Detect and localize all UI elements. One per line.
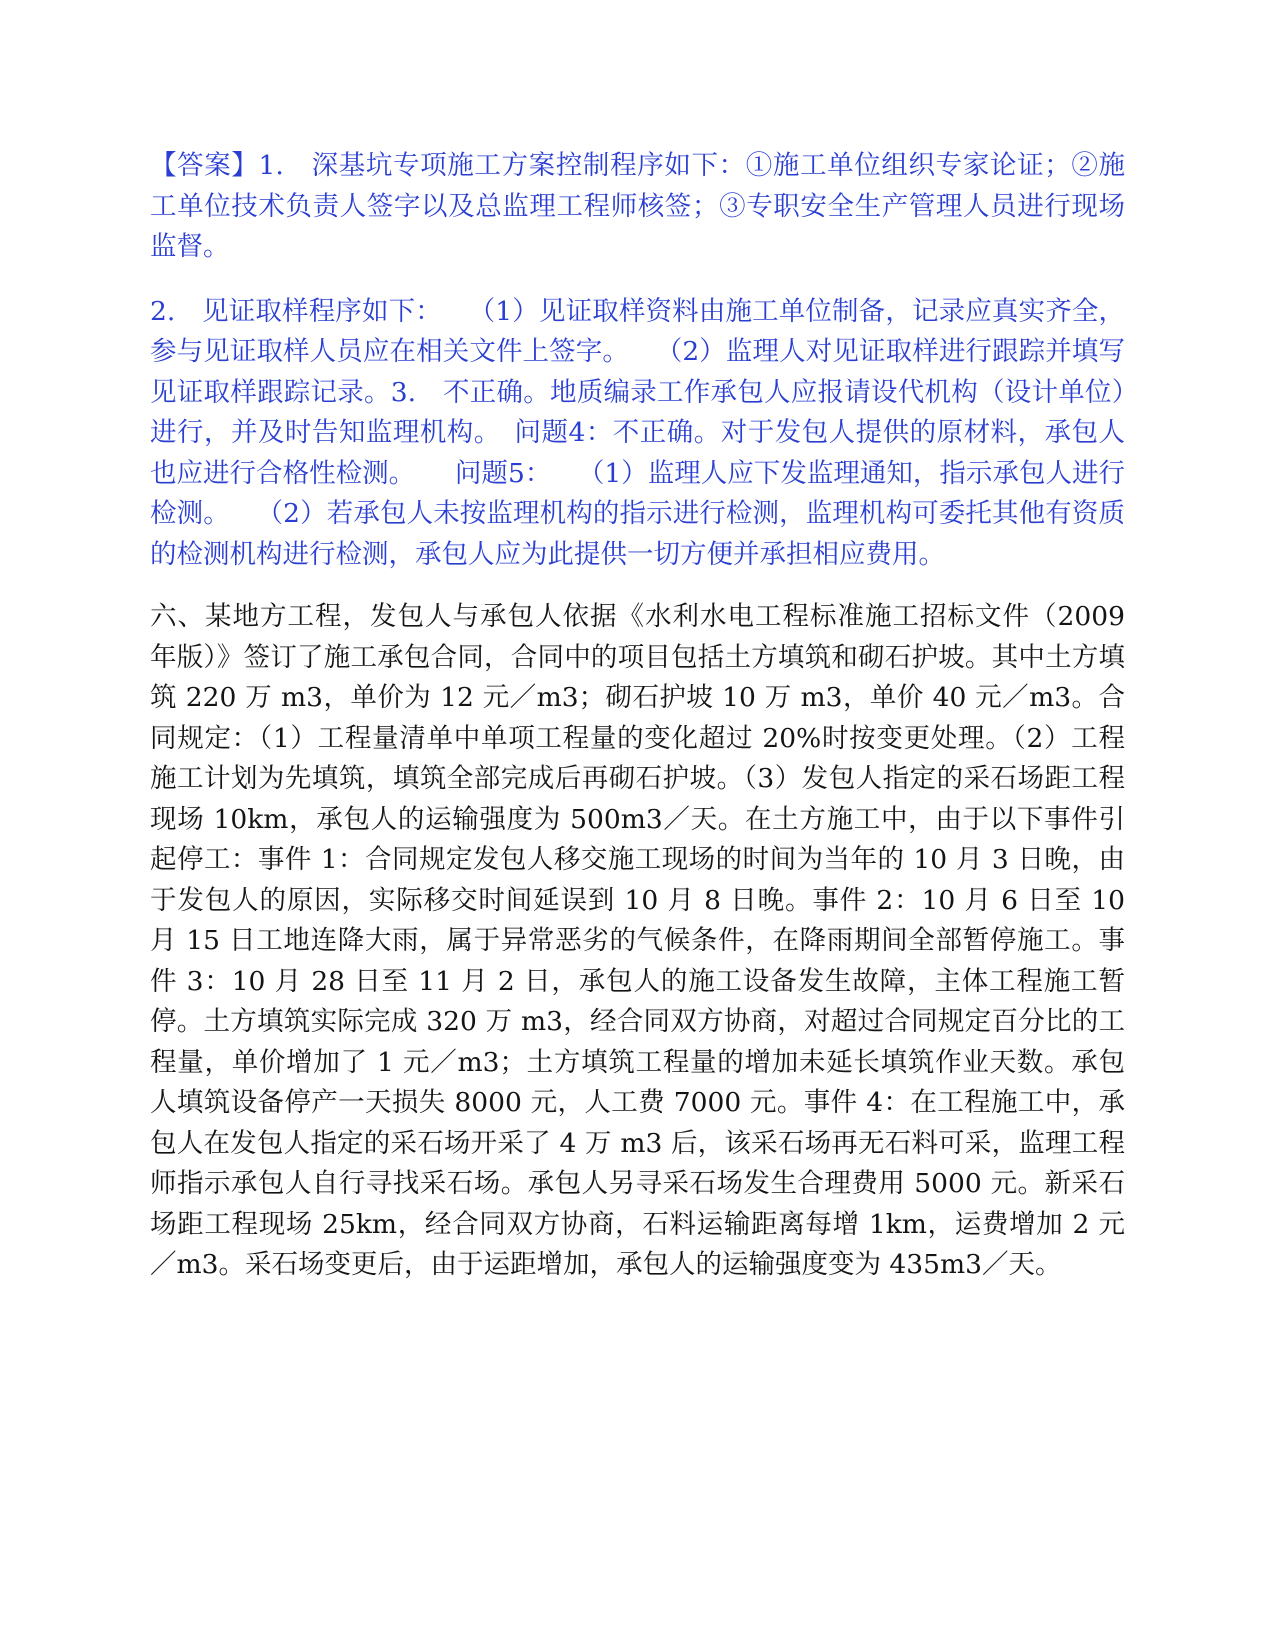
- paragraph-spacer: [150, 268, 1125, 292]
- answer-paragraph-1: 【答案】1. 深基坑专项施工方案控制程序如下：①施工单位组织专家论证；②施工单位技术负责人签字以及总监理工程师核签；③专职安全生产管理人员进行现场监督。: [150, 150, 1125, 262]
- paragraph-spacer: [150, 575, 1125, 597]
- document-content: [150, 146, 1125, 1286]
- answer-paragraph-2: 2. 见证取样程序如下： （1）见证取样资料由施工单位制备，记录应真实齐全，参与见证取样人员应在相关文件上签字。 （2）监理人对见证取样进行跟踪并填写见证取样跟踪记录。3. 不正确。地质编录工作承包人应报请设代机构（设计单位）进行，并及时告知监理机构。 问题4：不正确。对于发包人提供的原材料，承包人也应进行合格性检测。 问题5： （1）监理人应下发监理通知，指示承包人进行检测。 （2）若承包人未按监理机构的指示进行检测，监理机构可委托其他有资质的检测机构进行检测，承包人应为此提供一切方便并承担相应费用。: [150, 295, 1125, 570]
- question-6-paragraph: 六、某地方工程，发包人与承包人依据《水利水电工程标准施工招标文件（2009 年版）》签订了施工承包合同，合同中的项目包括土方填筑和砌石护坡。其中土方填筑 220 万 m3，单价为 12 元／m3；砌石护坡 10 万 m3，单价 40 元／m3。合同规定：（1）工程量清单中单项工程量的变化超过 20%时按变更处理。（2）工程施工计划为先填筑，填筑全部完成后再砌石护坡。（3）发包人指定的采石场距工程现场 10km，承包人的运输强度为 500m3／天。在土方施工中，由于以下事件引起停工：事件 1：合同规定发包人移交施工现场的时间为当年的 10 月 3 日晚，由于发包人的原因，实际移交时间延误到 10 月 8 日晚。事件 2：10 月 6 日至 10 月 15 日工地连降大雨，属于异常恶劣的气候条件，在降雨期间全部暂停施工。事件 3：10 月 28 日至 11 月 2 日，承包人的施工设备发生故障，主体工程施工暂停。土方填筑实际完成 320 万 m3，经合同双方协商，对超过合同规定百分比的工程量，单价增加了 1 元／m3；土方填筑工程量的增加未延长填筑作业天数。承包人填筑设备停产一天损失 8000 元，人工费 7000 元。事件 4：在工程施工中，承包人在发包人指定的采石场开采了 4 万 m3 后，该采石场再无石料可采，监理工程师指示承包人自行寻找采石场。承包人另寻采石场发生合理费用 5000 元。新采石场距工程现场 25km，经合同双方协商，石料运输距离每增 1km，运费增加 2 元／m3。采石场变更后，由于运距增加，承包人的运输强度变为 435m3／天。: [150, 601, 1125, 1280]
